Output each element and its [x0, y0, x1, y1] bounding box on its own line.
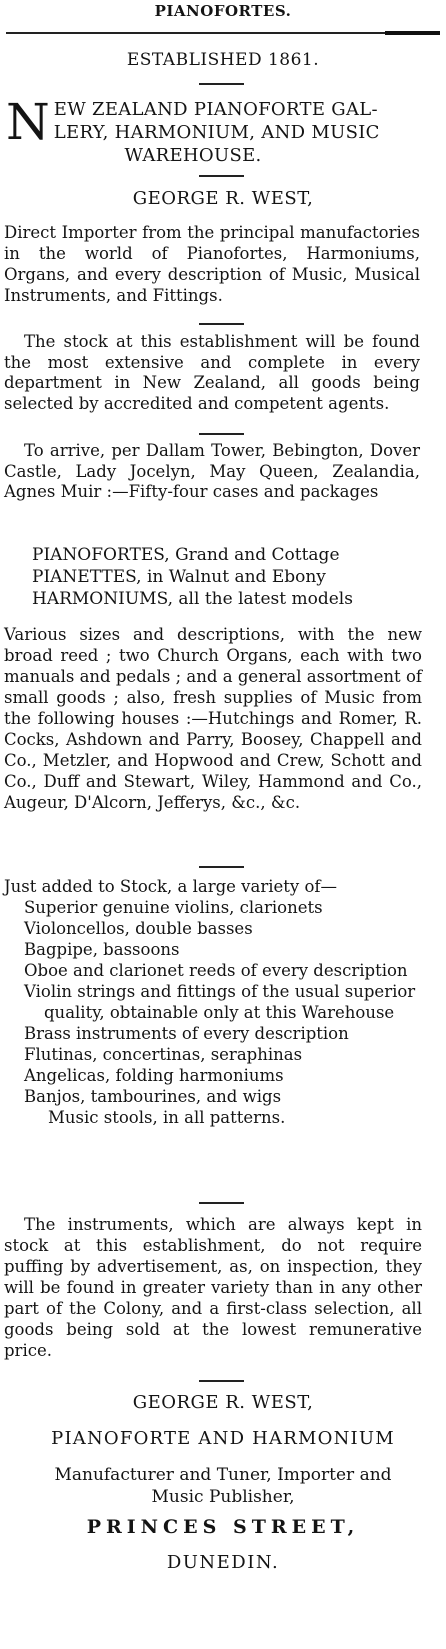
title-line-1: EW ZEALAND PIANOFORTE GAL-: [53, 99, 378, 120]
section-heading: PIANOFORTES.: [154, 2, 292, 20]
stock-list: [32, 544, 422, 610]
divider-rule: [199, 1380, 244, 1382]
business-title: [6, 93, 436, 167]
title-line-2: LERY, HARMONIUM, AND MUSIC: [53, 122, 380, 143]
footer-city: DUNEDIN.: [166, 1552, 280, 1573]
list-item: Music stools, in all patterns.: [48, 1108, 286, 1127]
proprietor-name: GEORGE R. WEST,: [132, 188, 314, 209]
paragraph-various: Various sizes and descriptions, with the new broad reed ; two Church Organs, each with two manuals and pedals ; and a general assortment of small goods ; also, fresh supplies of Music from the following houses :—Hutchings and Romer, R. Cocks, Ashdown and Parry, Boosey, Chappell and Co., Metzler, and Hopwood and Crew, Schott and Co., Duff and Stewart, Wiley, Hammond and Co., Augeur, D'Alcorn, Jefferys, &c., &c.: [4, 625, 422, 812]
footer-trade: PIANOFORTE AND HARMONIUM: [51, 1428, 395, 1449]
footer-street: PRINCES STREET,: [86, 1516, 360, 1538]
list-item: Superior genuine violins, clarionets: [24, 898, 323, 917]
list-item: Oboe and clarionet reeds of every description: [24, 961, 408, 980]
divider-rule: [199, 83, 244, 85]
added-stock-list: [4, 876, 424, 1128]
added-stock-intro: Just added to Stock, a large variety of—: [4, 877, 338, 896]
stock-line-harmoniums: HARMONIUMS, all the latest models: [32, 589, 353, 609]
list-item: Flutinas, concertinas, seraphinas: [24, 1045, 303, 1064]
paragraph-stock: The stock at this establishment will be found the most extensive and complete in every department in New Zealand, all goods being selected by accredited and competent agents.: [4, 332, 420, 413]
header-rule-ornament: [385, 31, 440, 35]
paragraph-direct-importer: Direct Importer from the principal manufactories in the world of Pianofortes, Harmoniums, Organs, and every description of Music, Musical Instruments, and Fittings.: [4, 223, 420, 305]
stock-line-pianofortes: PIANOFORTES, Grand and Cottage: [32, 545, 340, 565]
header-rule: [6, 32, 438, 34]
title-line-3: WAREHOUSE.: [124, 145, 262, 166]
divider-rule: [199, 323, 244, 325]
title-dropcap: N: [6, 93, 50, 151]
divider-rule: [199, 175, 244, 177]
list-item: Violoncellos, double basses: [24, 919, 253, 938]
divider-rule: [199, 1202, 244, 1204]
list-item: Violin strings and fittings of the usual superior quality, obtainable only at this Warehouse: [24, 982, 416, 1022]
paragraph-arrivals: To arrive, per Dallam Tower, Bebington, Dover Castle, Lady Jocelyn, May Queen, Zealandia, Agnes Muir :—Fifty-four cases and packages: [4, 441, 420, 501]
established-line: ESTABLISHED 1861.: [126, 50, 320, 70]
list-item: Angelicas, folding harmoniums: [24, 1066, 284, 1085]
divider-rule: [199, 866, 244, 868]
footer-description: Manufacturer and Tuner, Importer and Music Publisher,: [54, 1465, 392, 1507]
list-item: Brass instruments of every description: [24, 1024, 349, 1043]
divider-rule: [199, 433, 244, 435]
list-item: Banjos, tambourines, and wigs: [24, 1087, 282, 1106]
footer-proprietor-name: GEORGE R. WEST,: [132, 1392, 314, 1413]
paragraph-instruments: The instruments, which are always kept in stock at this establishment, do not require puffing by advertisement, as, on inspection, they will be found in greater variety than in any other part of the Colony, and a first-class selection, all goods being sold at the lowest remunerative price.: [4, 1215, 422, 1360]
list-item: Bagpipe, bassoons: [24, 940, 180, 959]
stock-line-pianettes: PIANETTES, in Walnut and Ebony: [32, 567, 326, 587]
